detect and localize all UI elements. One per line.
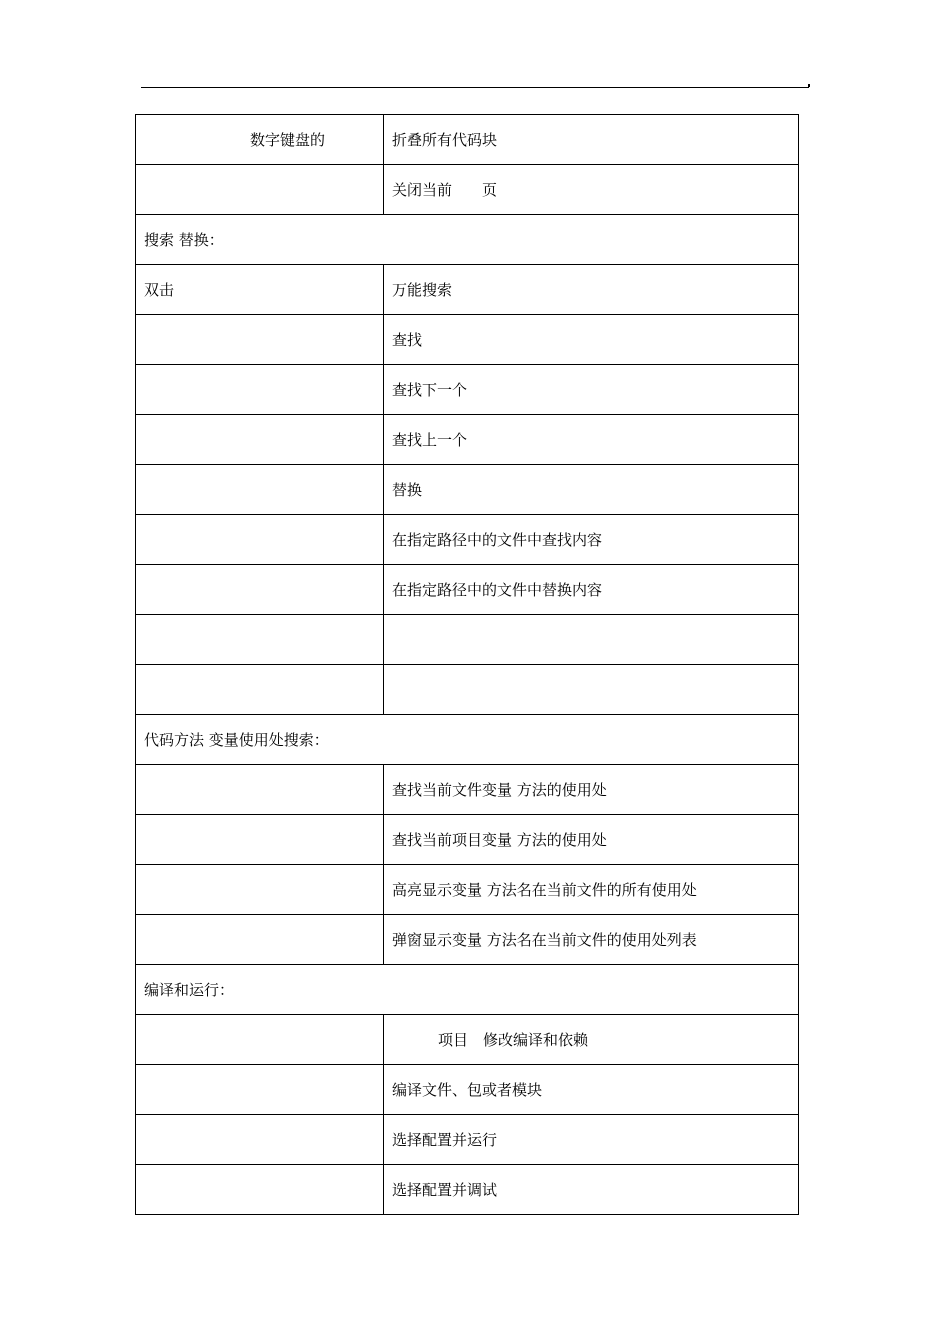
shortcut-key-cell: [136, 415, 384, 465]
shortcut-key-cell: [136, 615, 384, 665]
shortcut-key-cell: [136, 465, 384, 515]
shortcut-key-cell: [136, 865, 384, 915]
shortcut-description-cell: 在指定路径中的文件中查找内容: [384, 515, 799, 565]
shortcut-key-cell: [136, 1015, 384, 1065]
shortcut-description-cell: 高亮显示变量 方法名在当前文件的所有使用处: [384, 865, 799, 915]
shortcut-table-body: [136, 115, 799, 1215]
shortcut-row: [136, 415, 799, 465]
shortcut-description-cell: 替换: [384, 465, 799, 515]
section-title: 代码方法 变量使用处搜索：: [136, 715, 799, 765]
shortcut-key-cell: [136, 1065, 384, 1115]
header-mark: [808, 84, 810, 87]
shortcut-row: [136, 1015, 799, 1065]
shortcut-table: [135, 114, 799, 1215]
shortcut-key-cell: [136, 1115, 384, 1165]
shortcut-description-cell: 关闭当前 页: [384, 165, 799, 215]
shortcut-row: [136, 915, 799, 965]
shortcut-description-cell: 查找: [384, 315, 799, 365]
shortcut-key-cell: [136, 365, 384, 415]
shortcut-row: [136, 1115, 799, 1165]
shortcut-row: [136, 315, 799, 365]
shortcut-key-cell: [136, 165, 384, 215]
shortcut-row: [136, 1065, 799, 1115]
shortcut-description-cell: 选择配置并运行: [384, 1115, 799, 1165]
section-title: 搜索 替换：: [136, 215, 799, 265]
shortcut-description-cell: 编译文件、包或者模块: [384, 1065, 799, 1115]
section-header-row: [136, 715, 799, 765]
shortcut-key-cell: [136, 565, 384, 615]
shortcut-description-cell: 万能搜索: [384, 265, 799, 315]
shortcut-description-cell: 查找当前项目变量 方法的使用处: [384, 815, 799, 865]
shortcut-description-cell: [384, 665, 799, 715]
shortcut-row: [136, 815, 799, 865]
shortcut-row: [136, 515, 799, 565]
shortcut-description-cell: 查找当前文件变量 方法的使用处: [384, 765, 799, 815]
shortcut-row: [136, 165, 799, 215]
shortcut-row: [136, 465, 799, 515]
shortcut-row: [136, 1165, 799, 1215]
header-rule: [141, 87, 809, 88]
shortcut-row: [136, 865, 799, 915]
shortcut-row: [136, 615, 799, 665]
shortcut-description-cell: 查找上一个: [384, 415, 799, 465]
shortcut-key-cell: [136, 915, 384, 965]
shortcut-row: [136, 565, 799, 615]
shortcut-key-cell: 数字键盘的: [136, 115, 384, 165]
section-title: 编译和运行：: [136, 965, 799, 1015]
shortcut-key-cell: 双击: [136, 265, 384, 315]
shortcut-row: [136, 115, 799, 165]
shortcut-description-cell: 在指定路径中的文件中替换内容: [384, 565, 799, 615]
shortcut-row: [136, 265, 799, 315]
shortcut-description-cell: 查找下一个: [384, 365, 799, 415]
shortcut-key-cell: [136, 665, 384, 715]
shortcut-key-cell: [136, 765, 384, 815]
shortcut-description-cell: 项目 修改编译和依赖: [384, 1015, 799, 1065]
shortcut-key-cell: [136, 515, 384, 565]
shortcut-description-cell: [384, 615, 799, 665]
shortcut-key-cell: [136, 1165, 384, 1215]
shortcut-description-cell: 弹窗显示变量 方法名在当前文件的使用处列表: [384, 915, 799, 965]
shortcut-row: [136, 665, 799, 715]
shortcut-key-cell: [136, 815, 384, 865]
shortcut-row: [136, 365, 799, 415]
shortcut-key-cell: [136, 315, 384, 365]
section-header-row: [136, 965, 799, 1015]
section-header-row: [136, 215, 799, 265]
shortcut-description-cell: 折叠所有代码块: [384, 115, 799, 165]
shortcut-description-cell: 选择配置并调试: [384, 1165, 799, 1215]
shortcut-row: [136, 765, 799, 815]
